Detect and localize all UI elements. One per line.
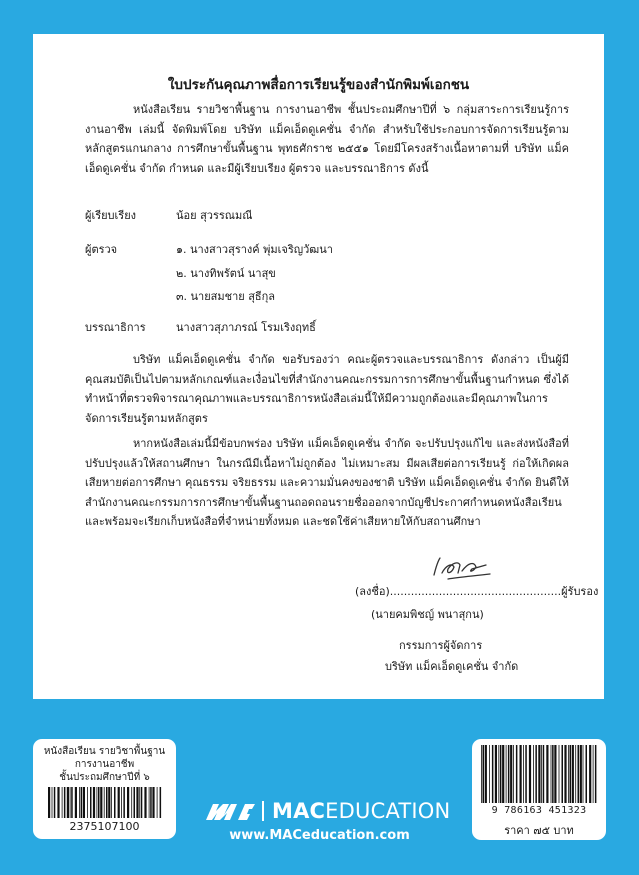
barcode-bar	[64, 787, 66, 818]
barcode-bar	[583, 745, 584, 803]
barcode-bar	[572, 745, 574, 803]
barcode-bar	[111, 787, 112, 818]
barcode-bar	[118, 787, 120, 818]
barcode-bar	[538, 745, 540, 803]
barcode-bar	[523, 745, 524, 803]
barcode-bar	[93, 787, 95, 818]
barcode-bar	[500, 745, 502, 803]
barcode-bar	[79, 787, 80, 818]
barcode-bar	[70, 787, 71, 818]
barcode-bar	[71, 787, 73, 818]
barcode-bar	[157, 787, 158, 818]
reviewer-label: ผู้ตรวจ	[85, 243, 118, 256]
intro-paragraph	[85, 100, 569, 178]
barcode-bar	[568, 745, 569, 803]
barcode-bar	[81, 787, 83, 818]
barcode-bar	[121, 787, 122, 818]
barcode-bar	[104, 787, 105, 818]
barcode-bar	[552, 745, 554, 803]
barcode-bar	[578, 745, 580, 803]
barcode-bar	[546, 745, 548, 803]
document-title: ใบประกันคุณภาพสื่อการเรียนรู้ของสำนักพิมพ์เอกชน	[167, 77, 470, 93]
product-code: 2375107100	[69, 820, 140, 833]
barcode-bar	[75, 787, 77, 818]
brand-logo	[204, 798, 450, 824]
barcode-bar	[123, 787, 125, 818]
subject-lines	[33, 745, 176, 784]
barcode-bar	[529, 745, 531, 803]
signer-company: บริษัท แม็คเอ็ดดูเคชั่น จำกัด	[385, 660, 519, 673]
barcode-bar	[554, 745, 556, 803]
barcode-bar	[580, 745, 582, 803]
barcode-bar	[589, 745, 591, 803]
barcode-bar	[593, 745, 594, 803]
barcode-bar	[492, 745, 494, 803]
barcode-bar	[98, 787, 100, 818]
liability-paragraph	[85, 434, 569, 532]
barcode-bar	[136, 787, 138, 818]
barcode-bar	[108, 787, 110, 818]
barcode-bar	[483, 745, 485, 803]
brand-separator	[262, 801, 264, 821]
barcode-bar	[127, 787, 129, 818]
barcode-bar	[502, 745, 504, 803]
barcode-bar	[48, 787, 50, 818]
barcode-bar	[562, 745, 564, 803]
barcode-bar	[525, 745, 527, 803]
signer-name: (นายคมพิชญ์ พนาสุกน)	[371, 608, 484, 621]
barcode-bar	[90, 787, 92, 818]
subject-line-3: ชั้นประถมศึกษาปีที่ ๖	[59, 772, 150, 783]
certificate-card	[33, 34, 604, 699]
intro-text: หนังสือเรียน รายวิชาพื้นฐาน การงานอาชีพ ชั้นประถมศึกษาปีที่ ๖ กลุ่มสาระการเรียนรู้การงานอาชีพ เล่มนี้ จัดพิมพ์โดย บริษัท แม็คเอ็ดดูเคชั่น จำกัด สำหรับใช้ประกอบการจัดการเรียนรู้ตามหลักสูตรแกนกลาง การศึกษาขั้นพื้นฐาน พุทธศักราช ๒๕๕๑ โดยมีโครงสร้างเนื้อหาตามที่ บริษัท แม็คเอ็ดดูเคชั่น จำกัด กำหนด และมีผู้เรียบเรียง ผู้ตรวจ และบรรณาธิการ ดังนี้	[85, 103, 569, 175]
barcode-bar	[498, 745, 499, 803]
reviewer-3: ๓. นายสมชาย สุธีกุล	[176, 290, 276, 303]
barcode-bar	[570, 745, 572, 803]
barcode-bar	[485, 745, 487, 803]
barcode-bar	[62, 787, 63, 818]
barcode-bar	[575, 745, 576, 803]
isbn-box	[472, 739, 606, 840]
barcode-bar	[134, 787, 136, 818]
barcode-bar	[139, 787, 140, 818]
barcode-bar	[160, 787, 162, 818]
barcode-bar	[144, 787, 146, 818]
barcode-bar	[516, 745, 518, 803]
barcode-bar	[595, 745, 597, 803]
barcode-bar	[131, 787, 132, 818]
brand-name-light: EDUCATION	[325, 799, 451, 823]
isbn-number: 9 786163 451323	[491, 805, 587, 816]
author-name: น้อย สุวรรณมณี	[176, 209, 253, 222]
editor-label: บรรณาธิการ	[85, 321, 146, 334]
reviewer-2: ๒. นางทิพรัตน์ นาสุข	[176, 267, 276, 280]
barcode-bar	[541, 745, 542, 803]
barcode-bar	[141, 787, 143, 818]
barcode-bar	[508, 745, 510, 803]
website-url: www.MACeducation.com	[229, 828, 410, 843]
barcode-bar	[533, 745, 534, 803]
barcode-bar	[67, 787, 69, 818]
signature-line: (ลงชื่อ).................................................ผู้รับรอง	[355, 585, 599, 598]
subject-label-box	[33, 739, 176, 839]
barcode-bar	[150, 787, 152, 818]
barcode-bar	[564, 745, 566, 803]
barcode-bar	[57, 787, 59, 818]
barcode-bar	[495, 745, 497, 803]
certification-paragraph	[85, 350, 569, 428]
editor-name: นางสาวสุภาภรณ์ โรมเริงฤทธิ์	[176, 321, 316, 334]
barcode-bar	[513, 745, 514, 803]
barcode-bar	[559, 745, 560, 803]
barcode-bar	[114, 787, 116, 818]
barcode-bar	[152, 787, 154, 818]
barcode-bar	[481, 745, 482, 803]
barcode-bar	[97, 787, 98, 818]
reviewer-1: ๑. นางสาวสุรางค์ พุ่มเจริญวัฒนา	[176, 243, 333, 256]
barcode-bar	[506, 745, 507, 803]
barcode-bar	[543, 745, 545, 803]
barcode-bar	[586, 745, 588, 803]
certification-text: บริษัท แม็คเอ็ดดูเคชั่น จำกัด ขอรับรองว่า คณะผู้ตรวจและบรรณาธิการ ดังกล่าว เป็นผู้มีคุณสมบัติเป็นไปตามหลักเกณฑ์และเงื่อนไขที่สำนักงานคณะกรรมการการศึกษาขั้นพื้นฐานกำหนด ซึ่งได้ทำหน้าที่ตรวจพิจารณาคุณภาพและบรรณาธิการหนังสือเล่มนี้ให้มีความถูกต้องและมีคุณภาพในการจัดการเรียนรู้ตามหลักสูตร	[85, 353, 569, 425]
author-label: ผู้เรียบเรียง	[85, 209, 137, 222]
barcode-bar	[149, 787, 150, 818]
barcode-bar	[100, 787, 102, 818]
barcode-bar	[87, 787, 88, 818]
barcode-bar	[54, 787, 56, 818]
barcode-bar	[535, 745, 537, 803]
brand-name-bold: MAC	[272, 799, 326, 823]
barcode-bar	[83, 787, 85, 818]
subject-line-1: หนังสือเรียน รายวิชาพื้นฐาน	[43, 746, 166, 757]
barcode-bar	[489, 745, 490, 803]
barcode-bar	[551, 745, 552, 803]
price-label: ราคา ๗๕ บาท	[504, 824, 574, 837]
barcode-bar	[510, 745, 512, 803]
barcode-bar	[520, 745, 522, 803]
product-barcode	[47, 787, 162, 818]
barcode-bar	[52, 787, 53, 818]
handwritten-signature	[428, 555, 498, 583]
isbn-barcode	[480, 745, 598, 803]
brand-name	[272, 799, 450, 823]
barcode-bar	[106, 787, 108, 818]
signer-position: กรรมการผู้จัดการ	[399, 639, 483, 652]
mac-logo-icon	[204, 800, 256, 822]
subject-line-2: การงานอาชีพ	[74, 759, 135, 770]
liability-text: หากหนังสือเล่มนี้มีข้อบกพร่อง บริษัท แม็คเอ็ดดูเคชั่น จำกัด จะปรับปรุงแก้ไข และส่งหนังสือที่ปรับปรุงแล้วให้สถานศึกษา ในกรณีมีเนื้อหาไม่ถูกต้อง ไม่เหมาะสม มีผลเสียต่อการเรียนรู้ ก่อให้เกิดผลเสียหายต่อการศึกษา คุณธรรม จริยธรรม และความมั่นคงของชาติ บริษัท แม็คเอ็ดดูเคชั่น จำกัด ยินดีให้สำนักงานคณะกรรมการการศึกษาขั้นพื้นฐานถอดถอนรายชื่อออกจากบัญชีประกาศกำหนดหนังสือเรียน และพร้อมจะเรียกเก็บหนังสือที่จำหน่ายทั้งหมด และชดใช้ค่าเสียหายให้กับสถานศึกษา	[85, 437, 569, 528]
